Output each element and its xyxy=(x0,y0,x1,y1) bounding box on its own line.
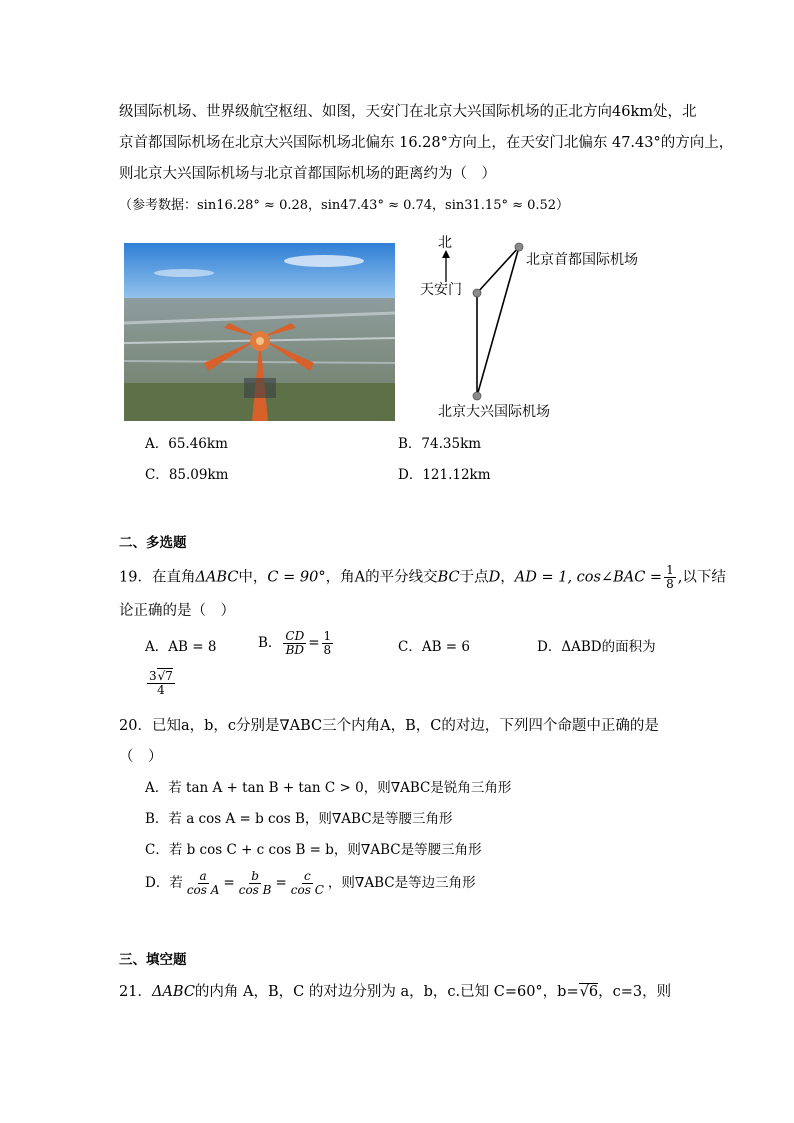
q19-option-b xyxy=(258,630,335,657)
q19-option-d-value xyxy=(145,670,177,697)
q19-text-4: 于点 xyxy=(459,569,489,586)
q20-option-c: C．若 b cos C + c cos B = b，则∇ABC是等腰三角形 xyxy=(145,842,482,858)
q19-option-b-frac-2 xyxy=(322,630,334,657)
q19-option-b-den: BD xyxy=(285,643,305,657)
q18-option-d: D．121.12km xyxy=(398,467,491,483)
section-3-title: 三、填空题 xyxy=(119,952,187,968)
daxing-point xyxy=(473,392,481,400)
direction-diagram xyxy=(410,230,670,425)
q20-frac-a-num: a xyxy=(199,869,207,883)
q19-option-d-num xyxy=(147,670,175,684)
q20-option-b: B．若 a cos A = b cos B，则∇ABC是等腰三角形 xyxy=(145,811,453,827)
q19-option-c: C．AB = 6 xyxy=(398,639,470,655)
q20-frac-b-num: b xyxy=(251,869,259,883)
q19-bc: BC xyxy=(437,569,460,586)
q19-option-d-den: 4 xyxy=(157,683,165,697)
q19-condition-ad: AD = 1, cos∠BAC = xyxy=(514,569,663,586)
sqrt-symbol: √7 xyxy=(157,669,173,683)
q18-line-3: 则北京大兴国际机场与北京首都国际机场的距离约为（ ） xyxy=(119,166,496,182)
q20-frac-c xyxy=(289,870,326,897)
q21-triangle: ΔABC xyxy=(151,984,195,1000)
q19-fraction xyxy=(664,564,676,591)
q20-frac-a-den: cos A xyxy=(186,883,220,897)
q19-option-b-prefix: B． xyxy=(258,635,282,651)
q19-text-2: 中， xyxy=(238,569,268,586)
capital-point xyxy=(515,243,523,251)
q18-option-a: A．65.46km xyxy=(145,436,228,452)
q20-frac-c-den: cos C xyxy=(290,883,324,897)
tiananmen-point xyxy=(473,289,481,297)
daxing-airport-label: 北京大兴国际机场 xyxy=(438,404,550,420)
q18-line-2: 京首都国际机场在北京大兴国际机场北偏东 16.28°方向上，在天安门北偏东 47.43°的方向上， xyxy=(119,135,734,151)
airport-photo xyxy=(124,243,395,421)
q19-text-1: 19．在直角 xyxy=(119,569,196,586)
q21-line-1 xyxy=(119,982,671,1002)
q19-point-d: D xyxy=(488,569,501,586)
q20-frac-b-den: cos B xyxy=(238,883,272,897)
q19-line-1 xyxy=(119,564,726,591)
q19-option-b-num: CD xyxy=(285,629,305,643)
q19-option-d: D．ΔABD的面积为 xyxy=(537,639,656,655)
q21-suffix: ，c=3，则 xyxy=(598,984,672,1000)
north-label: 北 xyxy=(438,235,452,251)
q20-frac-b xyxy=(237,870,274,897)
q19-text-3: ，角A的平分线交 xyxy=(325,569,438,586)
q18-reference-data: （参考数据：sin16.28° ≈ 0.28，sin47.43° ≈ 0.74，sin31.15° ≈ 0.52） xyxy=(119,198,570,213)
q19-option-a: A．AB = 8 xyxy=(145,639,217,655)
q19-text-6: ,以下结 xyxy=(677,569,726,586)
q19-text-5: ， xyxy=(500,569,515,586)
q19-condition-c: C = 90° xyxy=(267,569,326,586)
capital-airport-label: 北京首都国际机场 xyxy=(526,252,638,268)
q20-option-d-suffix: ，则∇ABC是等边三角形 xyxy=(327,875,476,891)
section-2-title: 二、多选题 xyxy=(119,535,187,551)
q20-option-d-prefix: D．若 xyxy=(145,875,183,891)
q18-line-1: 级国际机场、世界级航空枢纽、如图，天安门在北京大兴国际机场的正北方向46km处，北 xyxy=(119,104,697,120)
q19-option-d-rad: 7 xyxy=(165,669,173,683)
q21-prefix: 21． xyxy=(119,984,152,1000)
q20-option-d xyxy=(145,870,476,897)
q19-option-b-rnum: 1 xyxy=(323,629,332,643)
q20-option-a: A．若 tan A + tan B + tan C > 0，则∇ABC是锐角三角形 xyxy=(145,780,512,796)
q19-option-b-rden: 8 xyxy=(323,643,332,657)
q19-option-b-frac-1 xyxy=(283,630,306,657)
q20-eq-1: = xyxy=(223,875,235,891)
q21-text: 的内角 A，B，C 的对边分别为 a，b，c.已知 C=60°，b= xyxy=(194,984,579,1000)
q19-option-b-eq: = xyxy=(308,635,320,651)
q18-option-c: C．85.09km xyxy=(145,467,229,483)
q21-sqrt-value: 6 xyxy=(588,984,599,1000)
q19-line-2: 论正确的是（ ） xyxy=(119,603,235,619)
q19-frac-den: 8 xyxy=(666,577,674,591)
q20-frac-a xyxy=(185,870,222,897)
north-arrow-head xyxy=(442,250,450,258)
q19-triangle: ΔABC xyxy=(195,569,239,586)
q21-sqrt: √6 xyxy=(579,984,599,1000)
q18-option-b: B．74.35km xyxy=(398,436,482,452)
q20-frac-c-num: c xyxy=(303,869,311,883)
q20-line-2: （ ） xyxy=(119,749,163,765)
q20-eq-2: = xyxy=(275,875,287,891)
q20-line-1: 20．已知a，b，c分别是∇ABC三个内角A，B，C的对边，下列四个命题中正确的是 xyxy=(119,718,659,734)
q19-option-d-frac xyxy=(147,670,175,697)
q19-option-d-coef: 3 xyxy=(149,669,157,683)
tiananmen-label: 天安门 xyxy=(420,282,462,298)
q19-frac-num: 1 xyxy=(666,563,674,577)
